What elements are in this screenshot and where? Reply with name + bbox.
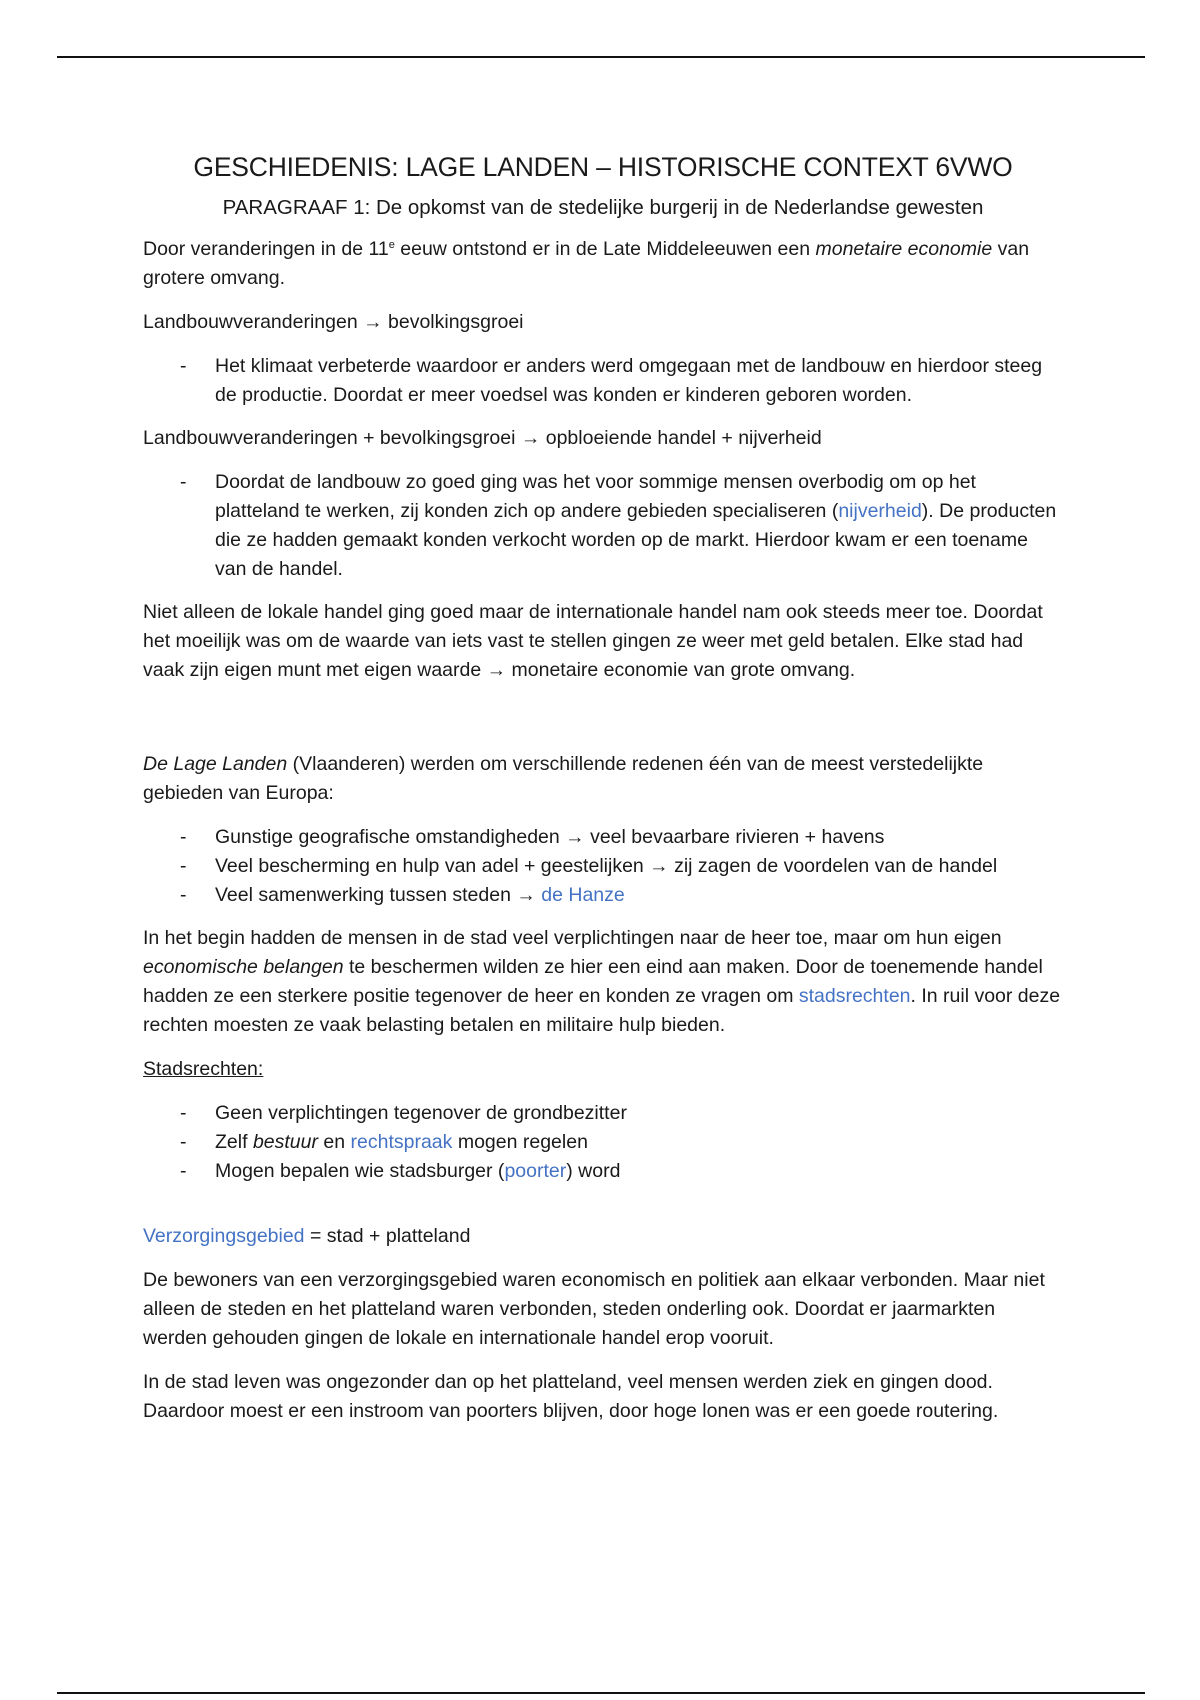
list-item: [143, 1128, 1063, 1157]
term-link-hanze[interactable]: de Hanze: [541, 884, 625, 906]
term-link-verzorgingsgebied[interactable]: Verzorgingsgebied: [143, 1225, 305, 1247]
paragraph-lage-landen: [143, 750, 1063, 808]
text-span: ) word: [566, 1160, 621, 1182]
footer-rule: [57, 1692, 1145, 1694]
text-span: eeuw ontstond er in de Late Middeleeuwen een: [394, 238, 816, 260]
paragraph-subtitle: PARAGRAAF 1: De opkomst van de stedelijke burgerij in de Nederlandse gewesten: [222, 196, 984, 219]
text-span: = stad + platteland: [304, 1225, 471, 1247]
document-body: [143, 138, 1063, 1441]
list-klimaat: [143, 352, 1063, 410]
paragraph-verplichtingen: [143, 924, 1063, 1040]
text-span: te beschermen wilden ze hier een eind aan maken. Door de toenemende handel hadden ze een sterkere positie tegenover de heer en konden ze vragen om: [143, 956, 1043, 1007]
paragraph-internationale-handel: Niet alleen de lokale handel ging goed maar de internationale handel nam ook steeds meer toe. Doordat het moeilijk was om de waarde van iets vast te stellen gingen ze weer met geld betalen. Elke stad had vaak zijn eigen munt met eigen waarde → monetaire economie van grote omvang.: [143, 601, 1043, 681]
text-span: van grotere omvang.: [143, 238, 1030, 289]
text-span: Doordat de landbouw zo goed ging was het voor sommige mensen overbodig om op het platteland te werken, zij konden zich op andere gebieden specialiseren (: [215, 471, 976, 522]
page-title: GESCHIEDENIS: LAGE LANDEN – HISTORISCHE CONTEXT 6VWO: [193, 152, 1013, 182]
emphasis: bestuur: [252, 1131, 318, 1153]
list-item: - Het klimaat verbeterde waardoor er anders werd omgegaan met de landbouw en hierdoor steeg de productie. Doordat er meer voedsel was konden er kinderen geboren worden.: [143, 352, 1063, 410]
text-span: en: [317, 1131, 351, 1153]
list-item: - Veel bescherming en hulp van adel + geestelijken → zij zagen de voordelen van de handel: [143, 852, 1063, 881]
list-item: [143, 881, 1063, 910]
heading-landbouw: Landbouwveranderingen → bevolkingsgroei: [143, 311, 524, 333]
intro-paragraph: [143, 235, 1063, 293]
list-item: [143, 468, 1063, 584]
term-link-poorter[interactable]: poorter: [504, 1160, 567, 1182]
text-span: (Vlaanderen) werden om verschillende redenen één van de meest verstedelijkte gebieden van Europa:: [143, 753, 984, 804]
list-item: - Gunstige geografische omstandigheden → veel bevaarbare rivieren + havens: [143, 823, 1063, 852]
list-nijverheid: [143, 468, 1063, 584]
emphasis: economische belangen: [143, 956, 344, 978]
list-item: - Geen verplichtingen tegenover de grondbezitter: [143, 1099, 1063, 1128]
superscript: e: [388, 239, 395, 251]
term-link-stadsrechten[interactable]: stadsrechten: [798, 985, 911, 1007]
spacer: [143, 700, 1063, 750]
text-span: In het begin hadden de mensen in de stad veel verplichtingen naar de heer toe, maar om hun eigen: [143, 927, 1002, 949]
text-span: Zelf: [215, 1131, 253, 1153]
emphasis: monetaire economie: [815, 238, 993, 260]
spacer: [143, 1200, 1063, 1222]
text-span: Veel samenwerking tussen steden →: [215, 884, 542, 906]
paragraph-bewoners: De bewoners van een verzorgingsgebied waren economisch en politiek aan elkaar verbonden. Maar niet alleen de steden en het platteland waren verbonden, steden onderling ook. Doordat er jaarmarkten werden gehouden gingen de lokale en internationale handel erop vooruit.: [143, 1269, 1045, 1349]
list-stadsrechten: [143, 1099, 1063, 1186]
text-span: ). De producten die ze hadden gemaakt konden verkocht worden op de markt. Hierdoor kwam er een toename van de handel.: [215, 500, 1057, 580]
term-link-rechtspraak[interactable]: rechtspraak: [350, 1131, 453, 1153]
paragraph-verzorgingsgebied: [143, 1222, 1063, 1251]
heading-handel: Landbouwveranderingen + bevolkingsgroei → opbloeiende handel + nijverheid: [143, 427, 822, 449]
text-span: Mogen bepalen wie stadsburger (: [215, 1160, 505, 1182]
list-redenen: [143, 823, 1063, 910]
heading-stadsrechten: Stadsrechten:: [143, 1058, 264, 1080]
text-span: mogen regelen: [452, 1131, 588, 1153]
paragraph-stad-leven: In de stad leven was ongezonder dan op het platteland, veel mensen werden ziek en gingen dood. Daardoor moest er een instroom van poorters blijven, door hoge lonen was er een goede routering.: [143, 1371, 999, 1422]
list-item: [143, 1157, 1063, 1186]
text-span: . In ruil voor deze rechten moesten ze vaak belasting betalen en militaire hulp bieden.: [143, 985, 1061, 1036]
header-rule: [57, 56, 1145, 58]
emphasis: De Lage Landen: [143, 753, 288, 775]
text-span: Door veranderingen in de 11: [143, 238, 389, 260]
term-link-nijverheid[interactable]: nijverheid: [838, 500, 922, 522]
